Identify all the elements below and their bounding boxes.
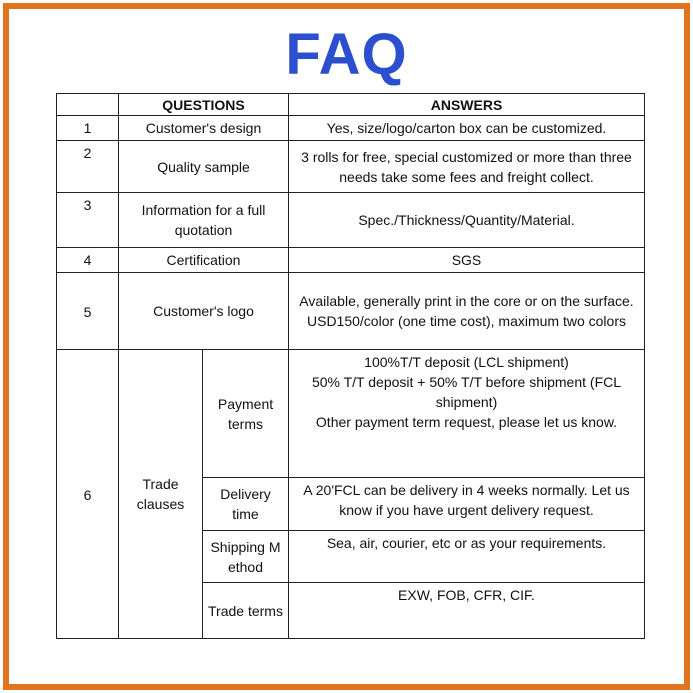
answer-cell: A 20'FCL can be delivery in 4 weeks normally. Let us know if you have urgent delivery request. — [289, 478, 645, 531]
table-row — [57, 116, 645, 141]
header-row — [57, 94, 645, 116]
row-number: 6 — [57, 350, 119, 639]
row-number: 4 — [57, 248, 119, 273]
question-cell: Customer's design — [119, 116, 289, 141]
answer-cell: Yes, size/logo/carton box can be customized. — [289, 116, 645, 141]
row-number: 3 — [57, 193, 119, 248]
trade-clauses-label: Trade clauses — [119, 350, 203, 639]
answer-line: 50% T/T deposit + 50% T/T before shipment (FCL shipment) — [311, 374, 622, 410]
row-number: 5 — [57, 273, 119, 350]
faq-table — [56, 93, 645, 639]
question-cell: Information for a full quotation — [119, 193, 289, 248]
faq-frame — [3, 3, 690, 690]
page-title: FAQ — [285, 22, 408, 87]
term-cell: Shipping M ethod — [203, 531, 289, 583]
term-cell: Payment terms — [203, 350, 289, 478]
answer-line: USD150/color (one time cost), maximum two colors — [307, 313, 626, 329]
answer-cell: 3 rolls for free, special customized or more than three needs take some fees and freight collect. — [289, 141, 645, 193]
answer-cell: Sea, air, courier, etc or as your requirements. — [289, 531, 645, 583]
answer-cell — [289, 350, 645, 478]
question-cell: Certification — [119, 248, 289, 273]
table-row — [57, 350, 645, 478]
question-cell: Quality sample — [119, 141, 289, 193]
answer-cell — [289, 273, 645, 350]
header-questions: QUESTIONS — [119, 94, 289, 116]
header-answers: ANSWERS — [289, 94, 645, 116]
table-row — [57, 141, 645, 193]
table-row — [57, 248, 645, 273]
answer-cell: EXW, FOB, CFR, CIF. — [289, 583, 645, 639]
header-num — [57, 94, 119, 116]
question-cell: Customer's logo — [119, 273, 289, 350]
table-row — [57, 193, 645, 248]
answer-cell: SGS — [289, 248, 645, 273]
term-cell: Trade terms — [203, 583, 289, 639]
answer-line: 100%T/T deposit (LCL shipment) — [364, 354, 569, 370]
answer-cell: Spec./Thickness/Quantity/Material. — [289, 193, 645, 248]
row-number: 1 — [57, 116, 119, 141]
row-number: 2 — [57, 141, 119, 193]
table-row — [57, 273, 645, 350]
answer-line: Other payment term request, please let us know. — [315, 414, 618, 430]
term-cell: Delivery time — [203, 478, 289, 531]
answer-line: Available, generally print in the core or on the surface. — [299, 293, 634, 309]
